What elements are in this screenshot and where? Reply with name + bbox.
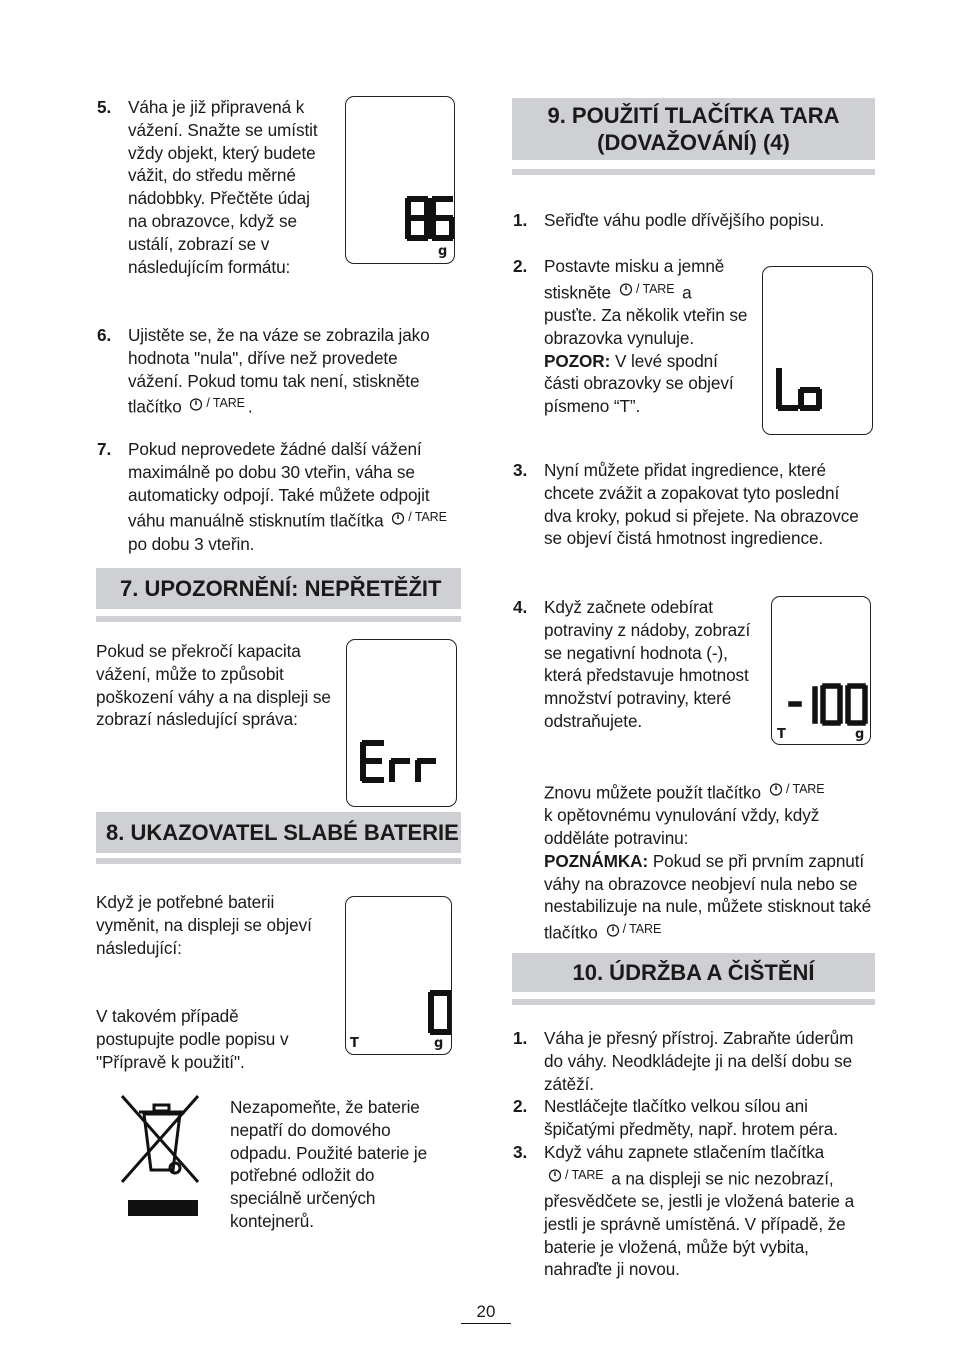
recycle-text: Nezapomeňte, že baterie nepatří do domového odpadu. Použité baterie je potřebné odložit do speciálně určených kontejnerů. xyxy=(230,1097,428,1231)
s10-item-2-text: Nestláčejte tlačítko velkou sílou ani špičatými předměty, např. hrotem péra. xyxy=(544,1096,838,1139)
step-6-number: 6. xyxy=(97,325,112,345)
section-10-rule xyxy=(512,999,875,1005)
s9-step-3-number: 3. xyxy=(513,460,528,480)
step-6-end: . xyxy=(247,396,253,417)
section-8-title: 8. UKAZOVATEL SLABÉ BATERIE xyxy=(106,819,459,845)
s9-again-line-1 xyxy=(544,778,874,804)
lcd-unit-g: g xyxy=(438,244,448,259)
tare-label: / TARE xyxy=(785,782,825,796)
tare-label: / TARE xyxy=(635,281,675,296)
step-7-end: po dobu 3 vteřin. xyxy=(128,533,255,554)
s9-step-4-text: Když začnete odebírat potraviny z nádoby, zobrazí se negativní hodnota (-), která představuje hmotnost množství potraviny, které odstraňujete. xyxy=(544,597,751,731)
section-8-rule xyxy=(96,858,461,864)
step-6-paragraph xyxy=(128,324,448,419)
s10-item-3-text: Když váhu zapnete stlačením tlačítka xyxy=(544,1142,825,1162)
s9-again-text: k opětovnému vynulování vždy, když odděláte potravinu: xyxy=(544,805,820,848)
s9-step-1-text: Seřiďte váhu podle dřívějšího popisu. xyxy=(544,210,825,230)
s10-item-1-text: Váha je přesný přístroj. Zabraňte úderům do váhy. Neodkládejte ji na delší dobu se zátěží. xyxy=(544,1028,854,1094)
s10-item-1-number: 1. xyxy=(513,1028,528,1048)
section-9-heading xyxy=(512,98,875,160)
lcd-display-lo xyxy=(762,266,873,435)
lcd-display-86 xyxy=(345,96,455,264)
tare-label: / TARE xyxy=(565,1167,604,1182)
s9-step-2-warning-text: V levé spodní části obrazovky se objeví písmeno “T”. xyxy=(544,350,734,417)
s9-step-2-text: pusťte. Za několik vteřin se obrazovka vynuluje. xyxy=(544,304,748,348)
s10-item-3-number: 3. xyxy=(513,1142,528,1162)
power-tare-icon xyxy=(391,506,447,529)
s9-step-3-text: Nyní můžete přidat ingredience, které chcete zvážit a zopakovat tyto poslední dva kroky, pokud si přejete. Na obrazovce se objeví čistá hmotnost ingredience. xyxy=(544,460,859,549)
lcd-err-glyphs xyxy=(347,640,456,806)
tare-label: / TARE xyxy=(206,396,245,411)
crossed-bin-recycle-icon xyxy=(118,1094,203,1220)
power-tare-icon xyxy=(548,1164,604,1187)
step-7-paragraph xyxy=(128,438,463,555)
section-10-title: 10. ÚDRŽBA A ČIŠTĚNÍ xyxy=(572,959,815,985)
lcd-unit-g: g xyxy=(855,727,865,742)
power-tare-icon xyxy=(619,278,675,301)
tare-label: / TARE xyxy=(408,510,447,525)
section-7-heading xyxy=(96,568,461,609)
step-7-text: Pokud neprovedete žádné další vážení maximálně po dobu 30 vteřin, váha se automaticky odpojí. Také můžete odpojit váhu manuálně stisknutím tlačítka xyxy=(128,439,430,531)
s10-item-2-number: 2. xyxy=(513,1096,528,1116)
power-tare-icon xyxy=(606,918,662,941)
section-8-text-2: V takovém případě postupujte podle popisu v "Přípravě k použití". xyxy=(96,1006,289,1072)
step-5-text: Váha je již připravená k vážení. Snažte se umístit vždy objekt, který budete vážit, do středu měrné nádobbky. Přečtěte údaj na obrazovce, když se ustálí, zobrazí se v následujícím formátu: xyxy=(128,97,318,277)
s9-again-text-start: Znovu můžete použít tlačítko xyxy=(544,782,761,803)
section-8-text-1: Když je potřebné baterii vyměnit, na displeji se objeví následující: xyxy=(96,892,312,958)
s9-again-paragraph xyxy=(544,778,874,944)
section-8-heading xyxy=(96,812,461,853)
s10-item-3-end: a na displeji se nic nezobrazí, přesvědčete se, jestli je vložená baterie a jestli je správně umístěná. V případě, že baterie je vložená, může být vybita, nahraďte ji novou. xyxy=(544,1168,855,1280)
lcd-lo-glyphs xyxy=(763,267,872,434)
section-7-rule xyxy=(96,616,461,622)
s9-step-4-number: 4. xyxy=(513,597,528,617)
lcd-digit-0 xyxy=(346,897,451,1054)
s9-note-label: POZNÁMKA: xyxy=(544,850,649,871)
s9-step-2-paragraph xyxy=(544,255,749,418)
power-tare-icon xyxy=(189,392,245,415)
s9-step-2-warning-label: POZOR: xyxy=(544,350,611,371)
lcd-display-minus-100 xyxy=(771,596,871,745)
s9-step-2-press: stiskněte xyxy=(544,282,611,303)
s9-note-text: Pokud se při prvním zapnutí váhy na obrazovce neobjeví nula nebo se nestabilizuje na nule, můžete stisknout také tlačítko xyxy=(544,850,872,943)
s9-step-2-and: a xyxy=(682,282,692,303)
power-tare-icon xyxy=(769,778,825,801)
section-10-heading xyxy=(512,953,875,992)
step-5-number: 5. xyxy=(97,97,112,117)
lcd-unit-g: g xyxy=(434,1036,444,1051)
lcd-tare-t: T xyxy=(777,727,786,742)
section-9-title-line-2: (DOVAŽOVÁNÍ) (4) xyxy=(597,130,790,155)
s9-step-1-number: 1. xyxy=(513,210,528,230)
lcd-digits-minus-100 xyxy=(772,597,870,744)
section-7-title: 7. UPOZORNĚNÍ: NEPŘETĚŽIT xyxy=(120,575,442,601)
page-number: 20 xyxy=(461,1302,511,1324)
section-9-rule xyxy=(512,169,875,175)
section-9-title-line-1: 9. POUŽITÍ TLAČÍTKA TARA xyxy=(547,103,840,128)
lcd-digits-86 xyxy=(346,97,454,263)
s9-step-2-line-2 xyxy=(544,278,749,304)
section-7-text: Pokud se překročí kapacita vážení, může to způsobit poškození váhy a na displeji se zobrazí následující správa: xyxy=(96,641,331,730)
s9-step-2-number: 2. xyxy=(513,256,528,276)
tare-label: / TARE xyxy=(622,922,662,937)
lcd-tare-t: T xyxy=(350,1036,359,1051)
s10-item-3-paragraph xyxy=(544,1141,874,1281)
s9-step-2-line-1: Postavte misku a jemně xyxy=(544,256,725,276)
lcd-display-zero xyxy=(345,896,452,1055)
step-6-text: Ujistěte se, že na váze se zobrazila jako hodnota "nula", dříve než provedete vážení. Pokud tomu tak není, stiskněte tlačítko xyxy=(128,325,430,417)
step-7-number: 7. xyxy=(97,439,112,459)
lcd-display-err xyxy=(346,639,457,807)
